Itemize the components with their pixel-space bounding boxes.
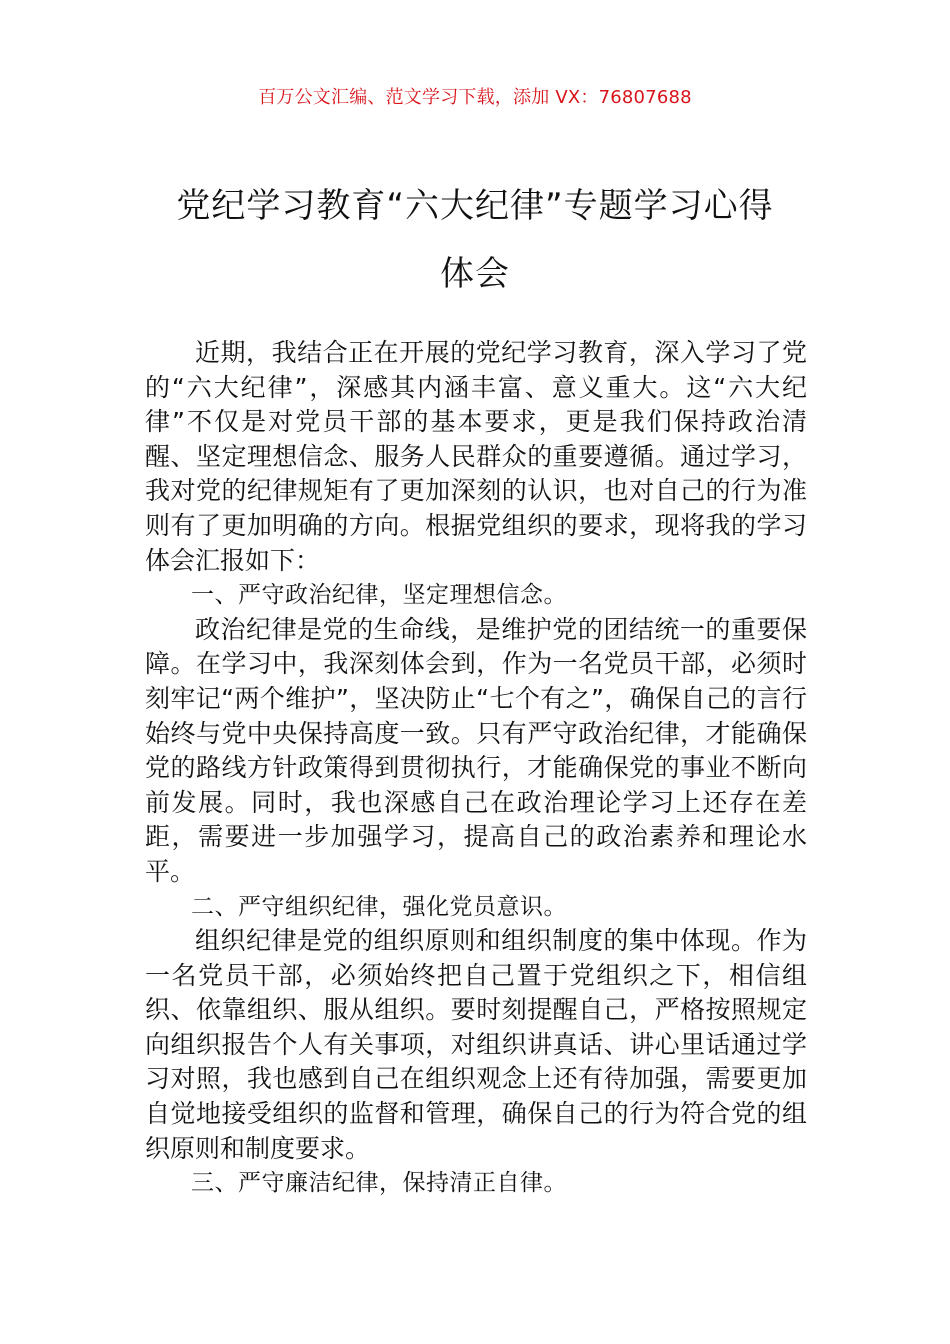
page-title bbox=[140, 172, 810, 308]
section-heading-organizational: 二、严守组织纪律，强化党员意识。 bbox=[191, 893, 567, 920]
download-notice: 百万公文汇编、范文学习下载，添加 VX：76807688 bbox=[258, 87, 692, 108]
title-line-1: 党纪学习教育“六大纪律”专题学习心得 bbox=[176, 186, 774, 226]
political-paragraph: 政治纪律是党的生命线，是维护党的团结统一的重要保障。在学习中，我深刻体会到，作为一名党员干部，必须时刻牢记“两个维护”，坚决防止“七个有之”，确保自己的言行始终与党中央保持高度一致。只有严守政治纪律，才能确保党的路线方针政策得到贯彻执行，才能确保党的事业不断向前发展。同时，我也深感自己在政治理论学习上还存在差距，需要进一步加强学习，提高自己的政治素养和理论水平。 bbox=[145, 614, 807, 886]
section-heading-integrity: 三、严守廉洁纪律，保持清正自律。 bbox=[191, 1170, 567, 1197]
intro-paragraph: 近期，我结合正在开展的党纪学习教育，深入学习了党的“六大纪律”，深感其内涵丰富、意义重大。这“六大纪律”不仅是对党员干部的基本要求，更是我们保持政治清醒、坚定理想信念、服务人民群众的重要遵循。通过学习，我对党的纪律规矩有了更加深刻的认识，也对自己的行为准则有了更加明确的方向。根据党组织的要求，现将我的学习体会汇报如下： bbox=[145, 338, 807, 575]
organizational-paragraph: 组织纪律是党的组织原则和组织制度的集中体现。作为一名党员干部，必须始终把自己置于党组织之下，相信组织、依靠组织、服从组织。要时刻提醒自己，严格按照规定向组织报告个人有关事项，对组织讲真话、讲心里话通过学习对照，我也感到自己在组织观念上还有待加强，需要更加自觉地接受组织的监督和管理，确保自己的行为符合党的组织原则和制度要求。 bbox=[145, 926, 807, 1163]
document-body bbox=[145, 336, 807, 1201]
section-heading-political: 一、严守政治纪律，坚定理想信念。 bbox=[191, 582, 567, 609]
title-line-2: 体会 bbox=[440, 254, 510, 294]
